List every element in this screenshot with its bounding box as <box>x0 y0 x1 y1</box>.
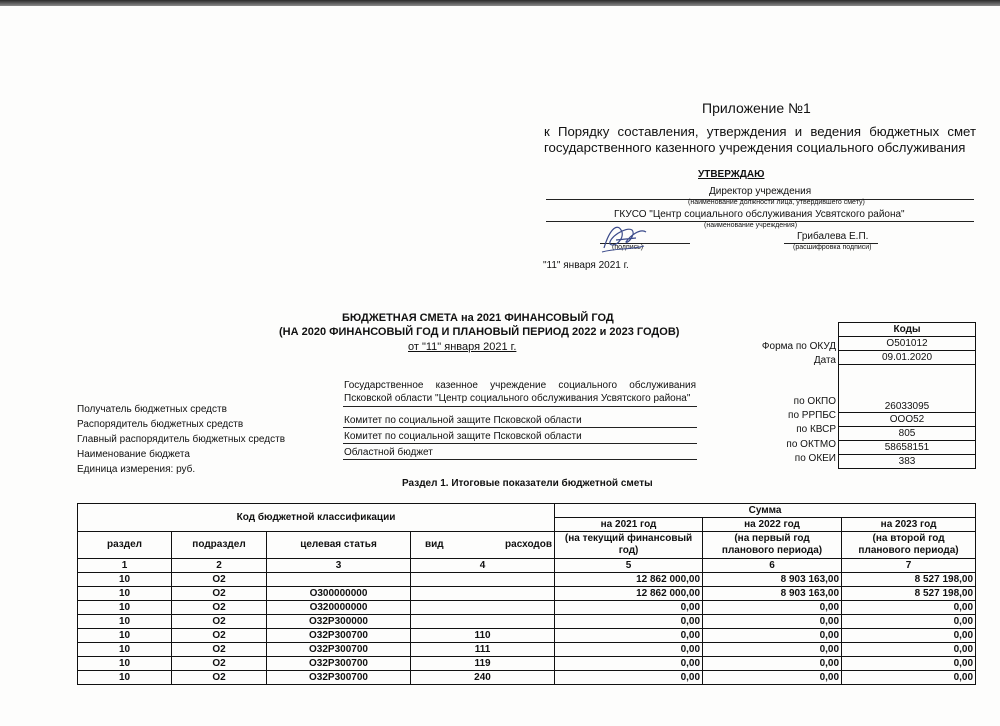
recipient-label: Получатель бюджетных средств <box>77 404 227 415</box>
col-vid: вид <box>425 539 444 550</box>
recipient-value-1: Государственное казенное учреждение социального обслуживания <box>344 380 696 391</box>
col-2022-sub <box>703 532 842 559</box>
cell-podrazdel: О2 <box>172 643 267 657</box>
codes-label-okei: по ОКЕИ <box>794 453 836 464</box>
cell-sum-2022: 0,00 <box>703 629 842 643</box>
col-2021-sub <box>555 532 703 559</box>
col-razdel: раздел <box>78 532 172 559</box>
year-2021-header: на 2021 год <box>555 518 703 532</box>
institution-name: ГКУСО "Центр социального обслуживания Усвятского района" <box>614 209 905 220</box>
codes-label-date: Дата <box>813 355 836 366</box>
cell-sum-2021: 0,00 <box>555 671 703 685</box>
col-num-6: 6 <box>703 559 842 573</box>
distributor-label: Распорядитель бюджетных средств <box>77 419 244 430</box>
col-num-5: 5 <box>555 559 703 573</box>
cell-razdel: 10 <box>78 671 172 685</box>
cell-sum-2023: 0,00 <box>842 615 976 629</box>
doc-title: БЮДЖЕТНАЯ СМЕТА на 2021 ФИНАНСОВЫЙ ГОД <box>342 312 614 324</box>
cell-vid <box>411 601 555 615</box>
col-num-4: 4 <box>411 559 555 573</box>
cell-sum-2022: 0,00 <box>703 601 842 615</box>
col-num-1: 1 <box>78 559 172 573</box>
cell-celevaya <box>267 573 411 587</box>
table-row <box>78 587 976 601</box>
table-row <box>78 643 976 657</box>
cell-sum-2021: 0,00 <box>555 615 703 629</box>
signature-caption: (подпись) <box>612 244 644 251</box>
cell-razdel: 10 <box>78 587 172 601</box>
recipient-line <box>343 406 697 407</box>
cell-vid: 119 <box>411 657 555 671</box>
recipient-value-2: Псковской области "Центр социального обслуживания Усвятского района" <box>344 393 691 404</box>
col-vid-raskhodov <box>411 532 555 559</box>
codes-header: Коды <box>839 323 976 337</box>
doc-subtitle: (НА 2020 ФИНАНСОВЫЙ ГОД И ПЛАНОВЫЙ ПЕРИОД 2022 и 2023 ГОДОВ) <box>279 326 680 338</box>
codes-label-okud: Форма по ОКУД <box>761 341 836 352</box>
institution-caption: (наименование учреждения) <box>704 222 798 229</box>
codes-table <box>838 322 976 469</box>
position-caption: (наименование должности лица, утвердившего смету) <box>688 199 865 206</box>
cell-podrazdel: О2 <box>172 629 267 643</box>
cell-podrazdel: О2 <box>172 573 267 587</box>
table-row <box>78 671 976 685</box>
budget-table <box>77 503 976 685</box>
cell-vid: 111 <box>411 643 555 657</box>
cell-sum-2023: 8 527 198,00 <box>842 587 976 601</box>
code-okpo: 26033095 <box>839 365 976 413</box>
cell-sum-2022: 0,00 <box>703 671 842 685</box>
distributor-line <box>343 427 697 428</box>
col-2022-sub-1: (на первый год <box>734 533 810 544</box>
col-2023-sub-1: (на второй год <box>872 533 945 544</box>
doc-date: от "11" января 2021 г. <box>408 341 517 353</box>
col-2022-sub-2: планового периода) <box>721 545 823 556</box>
col-num-3: 3 <box>267 559 411 573</box>
budget-value: Областной бюджет <box>344 447 433 458</box>
cell-sum-2021: 12 862 000,00 <box>555 573 703 587</box>
distributor-value: Комитет по социальной защите Псковской области <box>344 415 582 426</box>
director-position: Директор учреждения <box>709 186 812 197</box>
main-distributor-value: Комитет по социальной защите Псковской области <box>344 431 582 442</box>
cell-sum-2021: 0,00 <box>555 601 703 615</box>
cell-celevaya: О32Р300700 <box>267 629 411 643</box>
procedure-line-1: к Порядку составления, утверждения и ведения бюджетных смет <box>544 124 976 139</box>
col-podrazdel: подраздел <box>172 532 267 559</box>
unit-label: Единица измерения: руб. <box>77 464 196 475</box>
cell-sum-2022: 8 903 163,00 <box>703 587 842 601</box>
table-row <box>78 573 976 587</box>
cell-sum-2022: 0,00 <box>703 643 842 657</box>
decoding-caption: (расшифровка подписи) <box>793 244 872 251</box>
col-num-2: 2 <box>172 559 267 573</box>
year-2023-header: на 2023 год <box>842 518 976 532</box>
kbk-header: Код бюджетной классификации <box>78 504 555 532</box>
cell-razdel: 10 <box>78 615 172 629</box>
col-2021-sub-1: (на текущий финансовый <box>564 533 693 544</box>
cell-celevaya: О32Р300000 <box>267 615 411 629</box>
cell-celevaya: О32Р300700 <box>267 657 411 671</box>
cell-vid <box>411 615 555 629</box>
code-rrpbs: ООО52 <box>839 413 976 427</box>
code-kvsr: 805 <box>839 427 976 441</box>
col-celevaya: целевая статья <box>267 532 411 559</box>
cell-celevaya: О320000000 <box>267 601 411 615</box>
cell-sum-2021: 12 862 000,00 <box>555 587 703 601</box>
cell-sum-2021: 0,00 <box>555 629 703 643</box>
scan-top-edge <box>0 0 1000 6</box>
cell-celevaya: О32Р300700 <box>267 643 411 657</box>
table-row <box>78 615 976 629</box>
cell-sum-2021: 0,00 <box>555 657 703 671</box>
col-2023-sub-2: планового периода) <box>858 545 959 556</box>
cell-razdel: 10 <box>78 657 172 671</box>
main-distributor-label: Главный распорядитель бюджетных средств <box>77 434 286 445</box>
cell-podrazdel: О2 <box>172 587 267 601</box>
table-row <box>78 629 976 643</box>
procedure-line-2: государственного казенного учреждения социального обслуживания <box>544 140 966 155</box>
cell-sum-2023: 0,00 <box>842 671 976 685</box>
cell-sum-2022: 0,00 <box>703 615 842 629</box>
section-title: Раздел 1. Итоговые показатели бюджетной сметы <box>402 478 653 489</box>
signer-name: Грибалева Е.П. <box>797 231 869 242</box>
codes-label-rrpbs: по РРПБС <box>788 410 836 421</box>
codes-label-oktmo: по ОКТМО <box>786 439 836 450</box>
col-2023-sub <box>842 532 976 559</box>
main-distributor-line <box>343 443 697 444</box>
cell-celevaya: О32Р300700 <box>267 671 411 685</box>
cell-razdel: 10 <box>78 643 172 657</box>
cell-sum-2023: 0,00 <box>842 643 976 657</box>
appendix-title: Приложение №1 <box>702 100 811 116</box>
cell-sum-2021: 0,00 <box>555 643 703 657</box>
cell-razdel: 10 <box>78 601 172 615</box>
code-okud: О501012 <box>839 337 976 351</box>
col-raskhodov: расходов <box>505 539 553 550</box>
budget-line <box>343 459 697 460</box>
sum-header: Сумма <box>555 504 976 518</box>
year-2022-header: на 2022 год <box>703 518 842 532</box>
codes-label-okpo: по ОКПО <box>793 396 836 407</box>
cell-vid: 110 <box>411 629 555 643</box>
cell-vid <box>411 587 555 601</box>
cell-sum-2022: 8 903 163,00 <box>703 573 842 587</box>
code-okei: 383 <box>839 455 976 469</box>
cell-celevaya: О300000000 <box>267 587 411 601</box>
col-2021-sub-2: год) <box>618 545 639 556</box>
cell-podrazdel: О2 <box>172 657 267 671</box>
budget-label: Наименование бюджета <box>77 449 190 460</box>
col-num-7: 7 <box>842 559 976 573</box>
cell-sum-2023: 0,00 <box>842 657 976 671</box>
code-oktmo: 58658151 <box>839 441 976 455</box>
approve-heading: УТВЕРЖДАЮ <box>698 169 765 180</box>
handwritten-signature <box>596 218 656 258</box>
approval-date: "11" января 2021 г. <box>543 260 629 271</box>
table-row <box>78 601 976 615</box>
code-date: 09.01.2020 <box>839 351 976 365</box>
cell-razdel: 10 <box>78 573 172 587</box>
cell-vid: 240 <box>411 671 555 685</box>
cell-podrazdel: О2 <box>172 671 267 685</box>
codes-label-kvsr: по КВСР <box>796 424 836 435</box>
cell-podrazdel: О2 <box>172 615 267 629</box>
cell-razdel: 10 <box>78 629 172 643</box>
table-row <box>78 657 976 671</box>
cell-podrazdel: О2 <box>172 601 267 615</box>
cell-sum-2023: 8 527 198,00 <box>842 573 976 587</box>
cell-sum-2023: 0,00 <box>842 629 976 643</box>
cell-vid <box>411 573 555 587</box>
cell-sum-2023: 0,00 <box>842 601 976 615</box>
cell-sum-2022: 0,00 <box>703 657 842 671</box>
